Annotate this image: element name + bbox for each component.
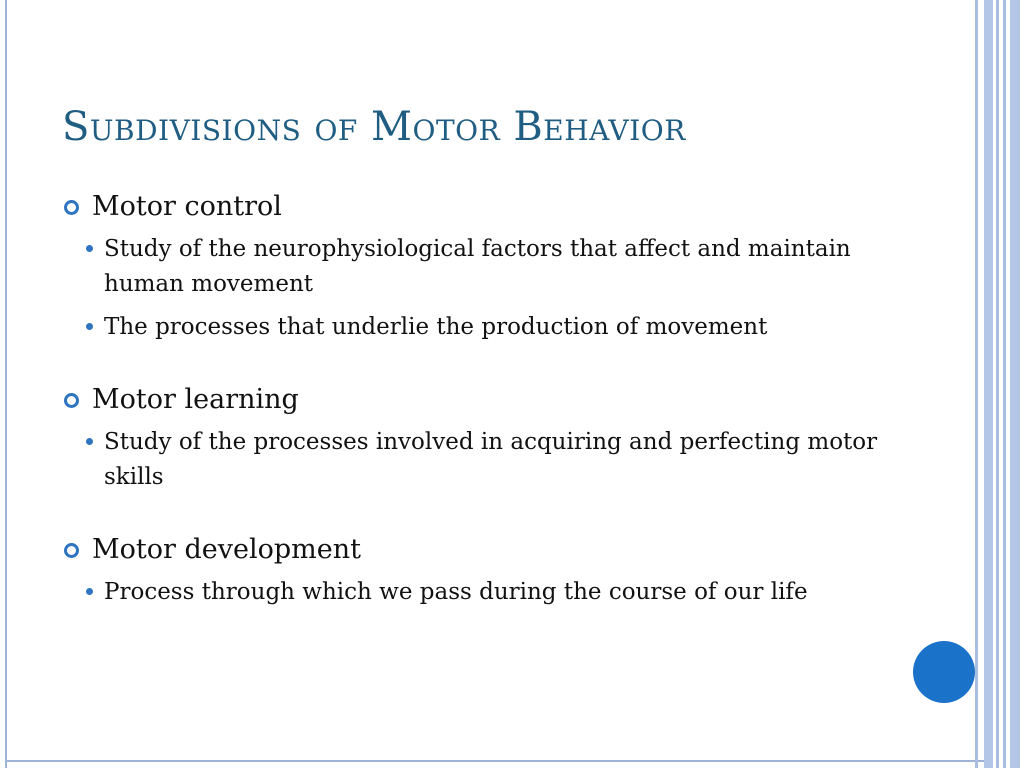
section-heading [62, 531, 922, 569]
dot-bullet-icon [86, 323, 93, 330]
section-heading [62, 381, 922, 419]
slide-content [62, 188, 922, 646]
section-heading-text: Motor learning [92, 384, 299, 415]
ring-bullet-icon [64, 543, 79, 558]
slide-title: Subdivisions of Motor Behavior [62, 104, 686, 150]
list-item [62, 310, 922, 345]
ring-bullet-icon [64, 200, 79, 215]
dot-bullet-icon [86, 588, 93, 595]
right-stripe [975, 0, 978, 768]
section-motor-control [62, 188, 922, 345]
section-motor-development [62, 531, 922, 610]
section-heading-text: Motor control [92, 191, 282, 222]
list-item-text: The processes that underlie the production of movement [104, 314, 768, 340]
dot-bullet-icon [86, 438, 93, 445]
right-stripe [996, 0, 999, 768]
list-item-text: Study of the processes involved in acquiring and perfecting motor skills [104, 429, 878, 490]
section-heading-text: Motor development [92, 534, 361, 565]
list-item [62, 232, 922, 302]
section-heading [62, 188, 922, 226]
bullet-list [62, 575, 922, 610]
right-stripe [984, 0, 993, 768]
frame-bottom-line [5, 760, 984, 762]
frame-left-line [5, 0, 7, 768]
ring-bullet-icon [64, 393, 79, 408]
dot-bullet-icon [86, 245, 93, 252]
right-stripe [1010, 0, 1020, 768]
decorative-circle [913, 641, 975, 703]
bullet-list [62, 425, 922, 495]
list-item-text: Process through which we pass during the course of our life [104, 579, 808, 605]
list-item [62, 575, 922, 610]
list-item [62, 425, 922, 495]
right-stripe [1003, 0, 1006, 768]
list-item-text: Study of the neurophysiological factors that affect and maintain human movement [104, 236, 851, 297]
bullet-list [62, 232, 922, 345]
section-motor-learning [62, 381, 922, 495]
